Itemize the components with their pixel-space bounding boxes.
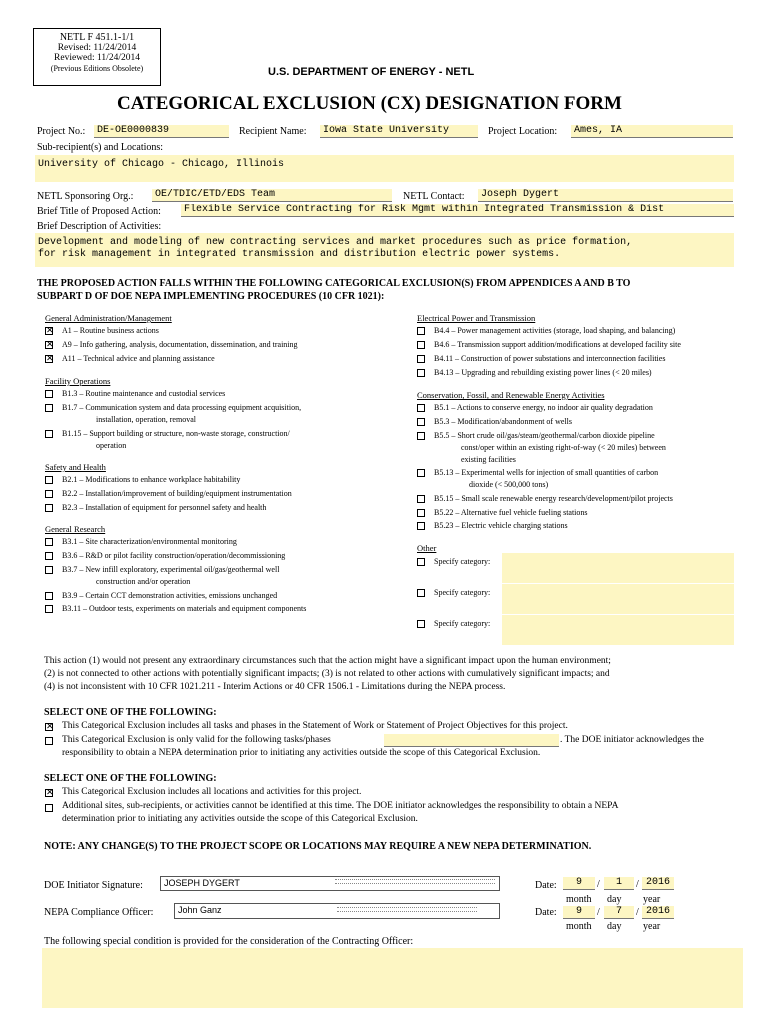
label-b5-5-cont2: existing facilities	[461, 455, 516, 464]
label-b5-23: B5.23 – Electric vehicle charging stations	[434, 521, 568, 530]
activities-label: Brief Description of Activities:	[37, 221, 162, 232]
checkbox-other-3[interactable]	[417, 620, 425, 628]
officer-signature[interactable]	[174, 903, 500, 919]
year-caption-1: year	[643, 894, 661, 905]
reviewed-date: Reviewed: 11/24/2014	[54, 53, 140, 63]
project-no-field[interactable]: DE-OE0000839	[94, 125, 229, 138]
label-b2-3: B2.3 – Installation of equipment for personnel safety and health	[62, 503, 267, 512]
label-b3-11: B3.11 – Outdoor tests, experiments on materials and equipment components	[62, 604, 307, 613]
initiator-date-slash-2: /	[636, 879, 639, 890]
label-a9: A9 – Info gathering, analysis, documentation, dissemination, and training	[62, 340, 298, 349]
officer-signature-fineprint-2	[337, 911, 477, 913]
checkbox-b4-4[interactable]	[417, 327, 425, 335]
checkbox-b3-7[interactable]	[45, 566, 53, 574]
day-caption-1: day	[607, 894, 622, 905]
form-id-box	[33, 28, 161, 86]
label-specify-2: Specify category:	[434, 588, 491, 597]
checkbox-b5-1[interactable]	[417, 404, 425, 412]
checkbox-all-tasks[interactable]: ✕	[46, 722, 54, 732]
label-b1-15: B1.15 – Support building or structure, non-waste storage, construction/	[62, 429, 290, 438]
checkbox-additional-sites[interactable]	[45, 804, 53, 812]
year-caption-2: year	[643, 921, 661, 932]
label-b4-6: B4.6 – Transmission support addition/modifications at developed facility site	[434, 340, 681, 349]
officer-label: NEPA Compliance Officer:	[44, 907, 154, 918]
checkbox-b2-2[interactable]	[45, 490, 53, 498]
label-additional-sites-cont: determination prior to initiating any activities outside the scope of this Categorical Exclusion.	[62, 814, 418, 824]
label-b4-11: B4.11 – Construction of power substations and interconnection facilities	[434, 354, 666, 363]
initiator-date-label: Date:	[535, 880, 557, 891]
checkbox-b1-15[interactable]	[45, 430, 53, 438]
officer-signature-fineprint	[337, 907, 477, 909]
label-b4-4: B4.4 – Power management activities (storage, load shaping, and balancing)	[434, 326, 676, 335]
officer-date-day[interactable]: 7	[604, 906, 634, 919]
officer-signature-name: John Ganz	[178, 905, 222, 915]
circumstances-line-1: This action (1) would not present any extraordinary circumstances such that the action might have a significant impact upon the human environment;	[44, 656, 611, 666]
label-specify-3: Specify category:	[434, 619, 491, 628]
checkbox-b1-3[interactable]	[45, 390, 53, 398]
checkbox-b3-11[interactable]	[45, 605, 53, 613]
label-a11: A11 – Technical advice and planning assistance	[62, 354, 215, 363]
initiator-date-month[interactable]: 9	[563, 877, 595, 890]
circumstances-line-2: (2) is not connected to other actions with potentially significant impacts; (3) is not related to other actions with cumulatively significant impacts; and	[44, 669, 610, 679]
brief-title-label: Brief Title of Proposed Action:	[37, 206, 161, 217]
checkbox-b5-5[interactable]	[417, 432, 425, 440]
initiator-date-year[interactable]: 2016	[642, 877, 674, 890]
label-b1-7-cont: installation, operation, removal	[96, 415, 196, 424]
checkbox-b3-1[interactable]	[45, 538, 53, 546]
checkbox-a9[interactable]: ✕	[46, 340, 54, 350]
activities-line-2: for risk management in integrated transmission and distribution electric power systems.	[38, 249, 561, 260]
checkbox-other-1[interactable]	[417, 558, 425, 566]
label-b5-1: B5.1 – Actions to conserve energy, no indoor air quality degradation	[434, 403, 653, 412]
netl-contact-field[interactable]: Joseph Dygert	[478, 189, 733, 202]
month-caption-1: month	[566, 894, 592, 905]
label-b2-1: B2.1 – Modifications to enhance workplace habitability	[62, 475, 241, 484]
activities-line-1: Development and modeling of new contracting services and market procedures such as price formation,	[38, 237, 633, 248]
initiator-signature-fineprint-2	[335, 883, 495, 885]
officer-date-label: Date:	[535, 907, 557, 918]
label-b3-7: B3.7 – New infill exploratory, experimental oil/gas/geothermal well	[62, 565, 280, 574]
checkbox-a11[interactable]: ✕	[46, 354, 54, 364]
sponsoring-org-field[interactable]: OE/TDIC/ETD/EDS Team	[152, 189, 392, 202]
label-a1: A1 – Routine business actions	[62, 326, 159, 335]
label-b3-1: B3.1 – Site characterization/environmental monitoring	[62, 537, 237, 546]
checkbox-b3-9[interactable]	[45, 592, 53, 600]
checkbox-b5-23[interactable]	[417, 522, 425, 530]
checkbox-b5-22[interactable]	[417, 509, 425, 517]
page-title: CATEGORICAL EXCLUSION (CX) DESIGNATION FORM	[117, 93, 622, 114]
label-specify-1: Specify category:	[434, 557, 491, 566]
agency-name: U.S. DEPARTMENT OF ENERGY - NETL	[268, 66, 475, 78]
checkbox-specific-tasks[interactable]	[45, 737, 53, 745]
checkbox-b5-13[interactable]	[417, 469, 425, 477]
form-number: NETL F 451.1-1/1	[59, 32, 135, 43]
officer-date-month[interactable]: 9	[563, 906, 595, 919]
day-caption-2: day	[607, 921, 622, 932]
revised-date: Revised: 11/24/2014	[57, 43, 137, 53]
location-label: Project Location:	[488, 126, 558, 137]
sponsoring-org-label: NETL Sponsoring Org.:	[37, 191, 134, 202]
checkbox-b1-7[interactable]	[45, 404, 53, 412]
initiator-date-slash-1: /	[597, 879, 600, 890]
initiator-signature-fineprint	[335, 879, 495, 881]
label-b2-2: B2.2 – Installation/improvement of building/equipment instrumentation	[62, 489, 292, 498]
checkbox-other-2[interactable]	[417, 589, 425, 597]
section-conservation: Conservation, Fossil, and Renewable Energy Activities	[417, 390, 605, 400]
checkbox-b2-1[interactable]	[45, 476, 53, 484]
officer-date-year[interactable]: 2016	[642, 906, 674, 919]
label-b3-7-cont: construction and/or operation	[96, 577, 191, 586]
checkbox-b2-3[interactable]	[45, 504, 53, 512]
section-electrical-power: Electrical Power and Transmission	[417, 313, 536, 323]
subrecipients-label: Sub-recipient(s) and Locations:	[37, 142, 164, 153]
section-facility-operations: Facility Operations	[45, 376, 111, 386]
label-specific-tasks-cont2: responsibility to obtain a NEPA determination prior to initiating any activities outside the scope of this Categorical Exclusion.	[62, 748, 541, 758]
special-condition-field[interactable]	[42, 948, 743, 1008]
label-additional-sites: Additional sites, sub-recipients, or activities cannot be identified at this time. The DOE initiator acknowledges the responsibility to obtain a NEPA	[62, 801, 619, 811]
specify-category-field-1[interactable]	[502, 553, 734, 583]
label-b3-9: B3.9 – Certain CCT demonstration activities, emissions unchanged	[62, 591, 278, 600]
label-specific-tasks: This Categorical Exclusion is only valid for the following tasks/phases	[62, 735, 331, 745]
project-no-label: Project No.:	[37, 126, 86, 137]
checkbox-all-locations[interactable]: ✕	[46, 788, 54, 798]
checkbox-b4-6[interactable]	[417, 341, 425, 349]
tasks-phases-field[interactable]	[384, 734, 559, 747]
activities-field[interactable]	[35, 233, 734, 267]
checkbox-b3-6[interactable]	[45, 552, 53, 560]
label-b5-22: B5.22 – Alternative fuel vehicle fueling stations	[434, 508, 588, 517]
initiator-signature-name: JOSEPH DYGERT	[164, 878, 240, 888]
initiator-signature[interactable]	[160, 876, 500, 891]
label-all-locations: This Categorical Exclusion includes all locations and activities for this project.	[62, 787, 362, 797]
label-b5-13: B5.13 – Experimental wells for injection of small quantities of carbon	[434, 468, 659, 477]
label-b3-6: B3.6 – R&D or pilot facility construction/operation/decommissioning	[62, 551, 286, 560]
specify-category-field-2[interactable]	[502, 584, 734, 614]
label-specific-tasks-cont: . The DOE initiator acknowledges the	[560, 735, 704, 745]
cx-heading-line-1: THE PROPOSED ACTION FALLS WITHIN THE FOLLOWING CATEGORICAL EXCLUSION(S) FROM APPENDICES A AND B TO	[37, 278, 631, 289]
officer-date-slash-1: /	[597, 907, 600, 918]
section-general-administration: General Administration/Management	[45, 313, 172, 323]
recipient-label: Recipient Name:	[239, 126, 307, 137]
label-b1-7: B1.7 – Communication system and data processing equipment acquisition,	[62, 403, 302, 412]
section-other: Other	[417, 543, 437, 553]
section-safety-health: Safety and Health	[45, 462, 106, 472]
specify-category-field-3[interactable]	[502, 615, 734, 645]
label-b5-13-cont: dioxide (< 500,000 tons)	[469, 480, 549, 489]
checkbox-b4-11[interactable]	[417, 355, 425, 363]
checkbox-b4-13[interactable]	[417, 369, 425, 377]
checkbox-b5-3[interactable]	[417, 418, 425, 426]
recipient-field[interactable]: Iowa State University	[320, 125, 478, 138]
label-b1-15-cont: operation	[96, 441, 127, 450]
select-heading-2: SELECT ONE OF THE FOLLOWING:	[44, 773, 217, 784]
scope-change-note: NOTE: ANY CHANGE(S) TO THE PROJECT SCOPE OR LOCATIONS MAY REQUIRE A NEW NEPA DETERMINATION.	[44, 841, 592, 852]
label-b5-3: B5.3 – Modification/abandonment of wells	[434, 417, 572, 426]
section-general-research: General Research	[45, 524, 106, 534]
initiator-date-day[interactable]: 1	[604, 877, 634, 890]
label-all-tasks: This Categorical Exclusion includes all tasks and phases in the Statement of Work or Statement of Project Objectives for this project.	[62, 721, 568, 731]
initiator-signature-label: DOE Initiator Signature:	[44, 880, 143, 891]
subrecipients-field[interactable]: University of Chicago - Chicago, Illinois	[35, 155, 734, 182]
circumstances-line-3: (4) is not inconsistent with 10 CFR 1021.211 - Interim Actions or 40 CFR 1506.1 - Limitations during the NEPA process.	[44, 682, 506, 692]
cx-heading-line-2: SUBPART D OF DOE NEPA IMPLEMENTING PROCEDURES (10 CFR 1021):	[37, 291, 385, 302]
label-b5-5-cont: const/oper within an existing right-of-way (< 20 miles) between	[461, 443, 666, 452]
label-b4-13: B4.13 – Upgrading and rebuilding existing power lines (< 20 miles)	[434, 368, 652, 377]
label-b5-5: B5.5 – Short crude oil/gas/steam/geothermal/carbon dioxide pipeline	[434, 431, 655, 440]
brief-title-field[interactable]: Flexible Service Contracting for Risk Mgmt within Integrated Transmission & Dist	[181, 204, 734, 217]
netl-contact-label: NETL Contact:	[403, 191, 465, 202]
officer-date-slash-2: /	[636, 907, 639, 918]
special-condition-label: The following special condition is provided for the consideration of the Contracting Officer:	[44, 936, 414, 947]
label-b1-3: B1.3 – Routine maintenance and custodial services	[62, 389, 226, 398]
select-heading-1: SELECT ONE OF THE FOLLOWING:	[44, 707, 217, 718]
checkbox-a1[interactable]: ✕	[46, 326, 54, 336]
obsolete-note: (Previous Editions Obsolete)	[50, 64, 144, 73]
label-b5-15: B5.15 – Small scale renewable energy research/development/pilot projects	[434, 494, 673, 503]
month-caption-2: month	[566, 921, 592, 932]
location-field[interactable]: Ames, IA	[571, 125, 733, 138]
checkbox-b5-15[interactable]	[417, 495, 425, 503]
